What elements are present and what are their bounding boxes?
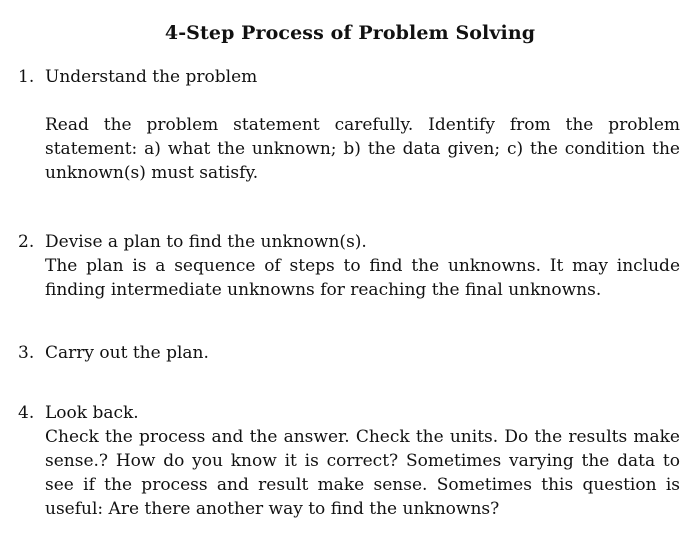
step-heading: Carry out the plan.	[45, 343, 209, 363]
list-item-step-4	[18, 401, 680, 521]
step-heading: Devise a plan to find the unknown(s).	[45, 232, 367, 252]
list-item-step-2	[18, 230, 680, 302]
step-description: The plan is a sequence of steps to find the unknowns. It may include finding intermediate unknowns for reaching the final unknowns.	[45, 256, 680, 300]
step-heading: Understand the problem	[45, 67, 258, 87]
page-title: 4-Step Process of Problem Solving	[164, 22, 536, 44]
list-item-step-3	[18, 341, 680, 365]
step-description: Check the process and the answer. Check the units. Do the results make sense.? How do you know it is correct? Sometimes varying the data to see if the process and result make sense. Sometimes this question is useful: Are there another way to find the unknowns?	[45, 427, 680, 519]
step-number: 3.	[18, 343, 35, 363]
list-item-step-1	[18, 65, 680, 185]
step-description: Read the problem statement carefully. Identify from the problem statement: a) what the unknown; b) the data given; c) the condition the unknown(s) must satisfy.	[45, 115, 680, 183]
step-number: 4.	[18, 403, 35, 423]
step-number: 1.	[18, 67, 35, 87]
step-heading: Look back.	[45, 403, 139, 423]
step-number: 2.	[18, 232, 35, 252]
